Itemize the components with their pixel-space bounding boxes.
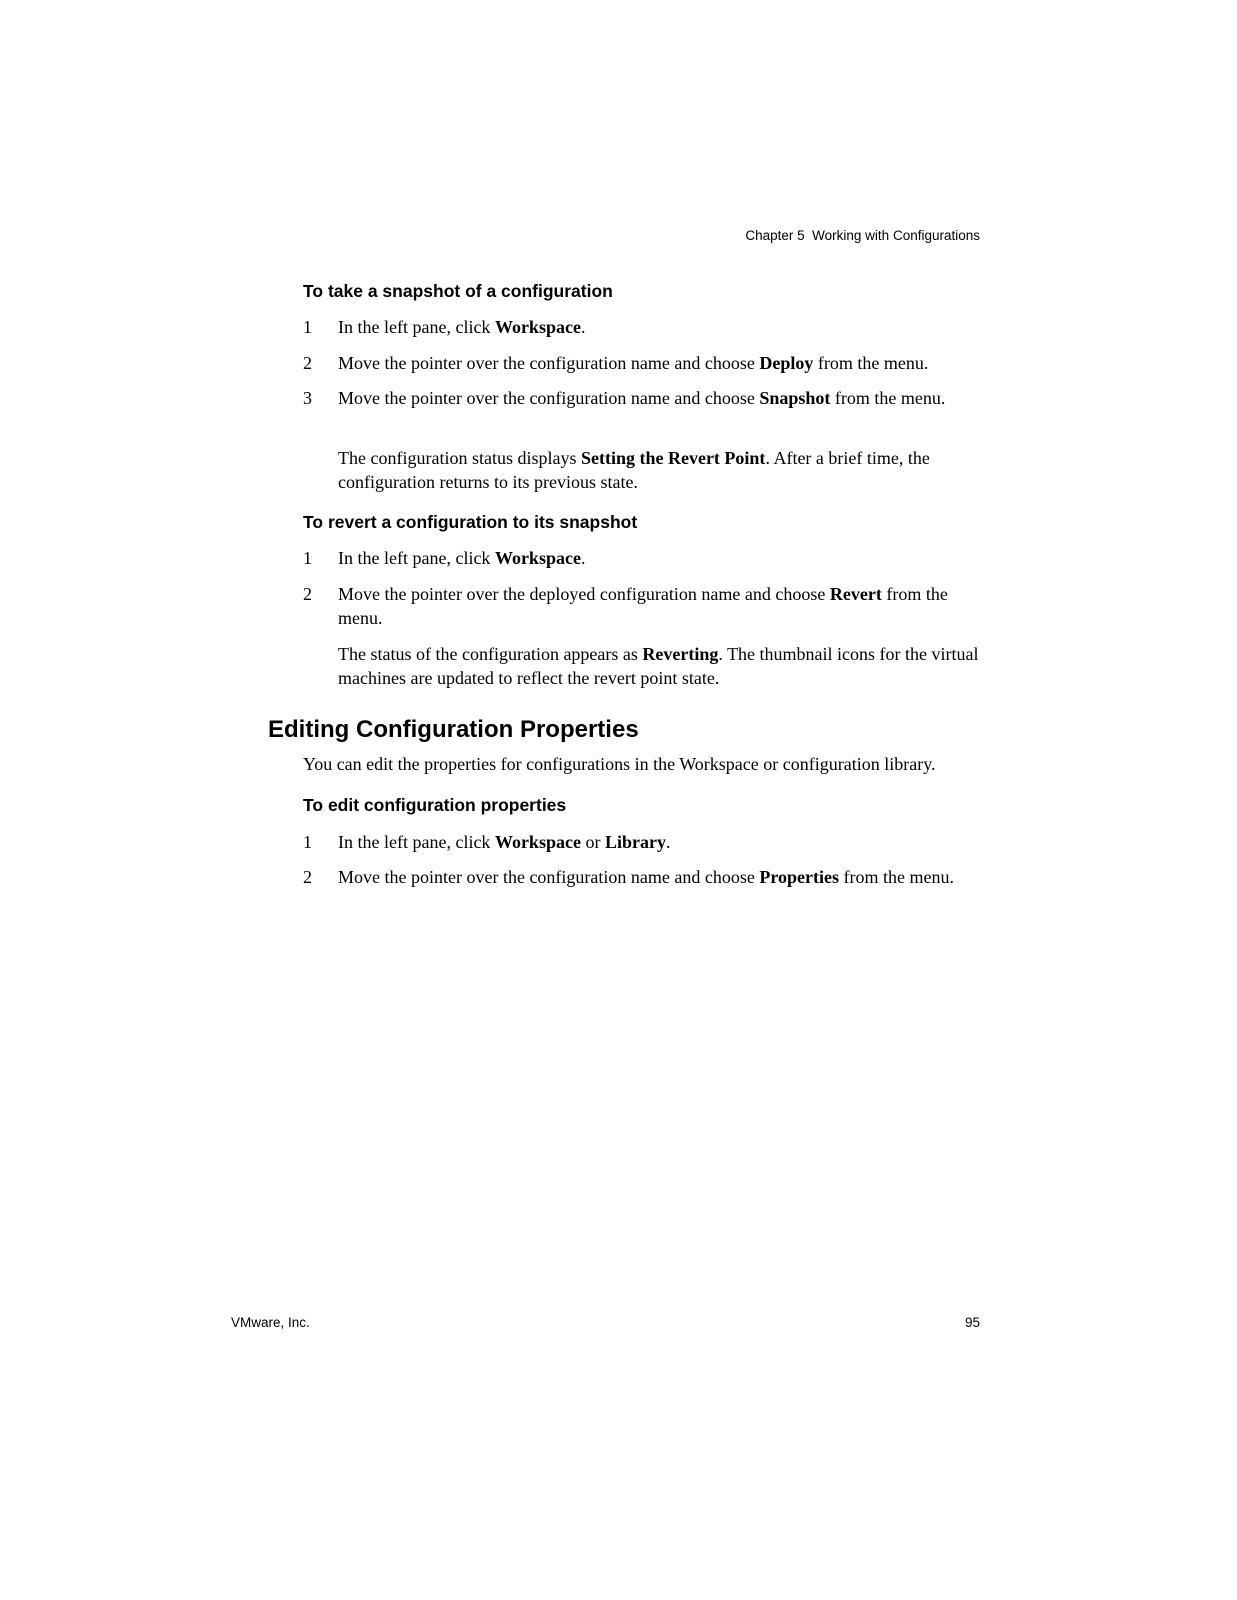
footer-company: VMware, Inc.: [231, 1315, 310, 1330]
step-number: 3: [303, 388, 312, 408]
step-number: 2: [303, 867, 312, 887]
running-head: Chapter 5 Working with Configurations: [745, 228, 980, 243]
step-number: 1: [303, 317, 312, 337]
step-number: 2: [303, 584, 312, 604]
step-number: 1: [303, 832, 312, 852]
section-intro: You can edit the properties for configurations in the Workspace or configuration library.: [303, 754, 936, 774]
section-title: Editing Configuration Properties: [268, 716, 639, 743]
ui-term-workspace: Workspace: [494, 548, 581, 568]
ui-term-workspace: Workspace: [494, 832, 581, 852]
ui-term-deploy: Deploy: [759, 353, 814, 373]
page-number: 95: [964, 1315, 980, 1330]
revert-result-note: The status of the configuration appears as Reverting. The thumbnail icons for the virtual machines are updated to reflect the revert point state.: [338, 644, 979, 688]
ui-term-revert: Revert: [829, 584, 882, 604]
ui-term-snapshot: Snapshot: [759, 388, 831, 408]
status-setting-revert-point: Setting the Revert Point: [580, 448, 766, 468]
step-number: 1: [303, 548, 312, 568]
status-reverting: Reverting: [642, 644, 719, 664]
revert-procedure-heading: To revert a configuration to its snapshot: [303, 512, 638, 532]
ui-term-library: Library: [604, 832, 666, 852]
step-number: 2: [303, 353, 312, 373]
ui-term-properties: Properties: [759, 867, 840, 887]
ui-term-workspace: Workspace: [494, 317, 581, 337]
snapshot-result-note: The configuration status displays Setting the Revert Point. After a brief time, the configuration returns to its previous state.: [338, 448, 930, 492]
snapshot-procedure-heading: To take a snapshot of a configuration: [303, 281, 613, 301]
edit-procedure-heading: To edit configuration properties: [303, 795, 567, 815]
